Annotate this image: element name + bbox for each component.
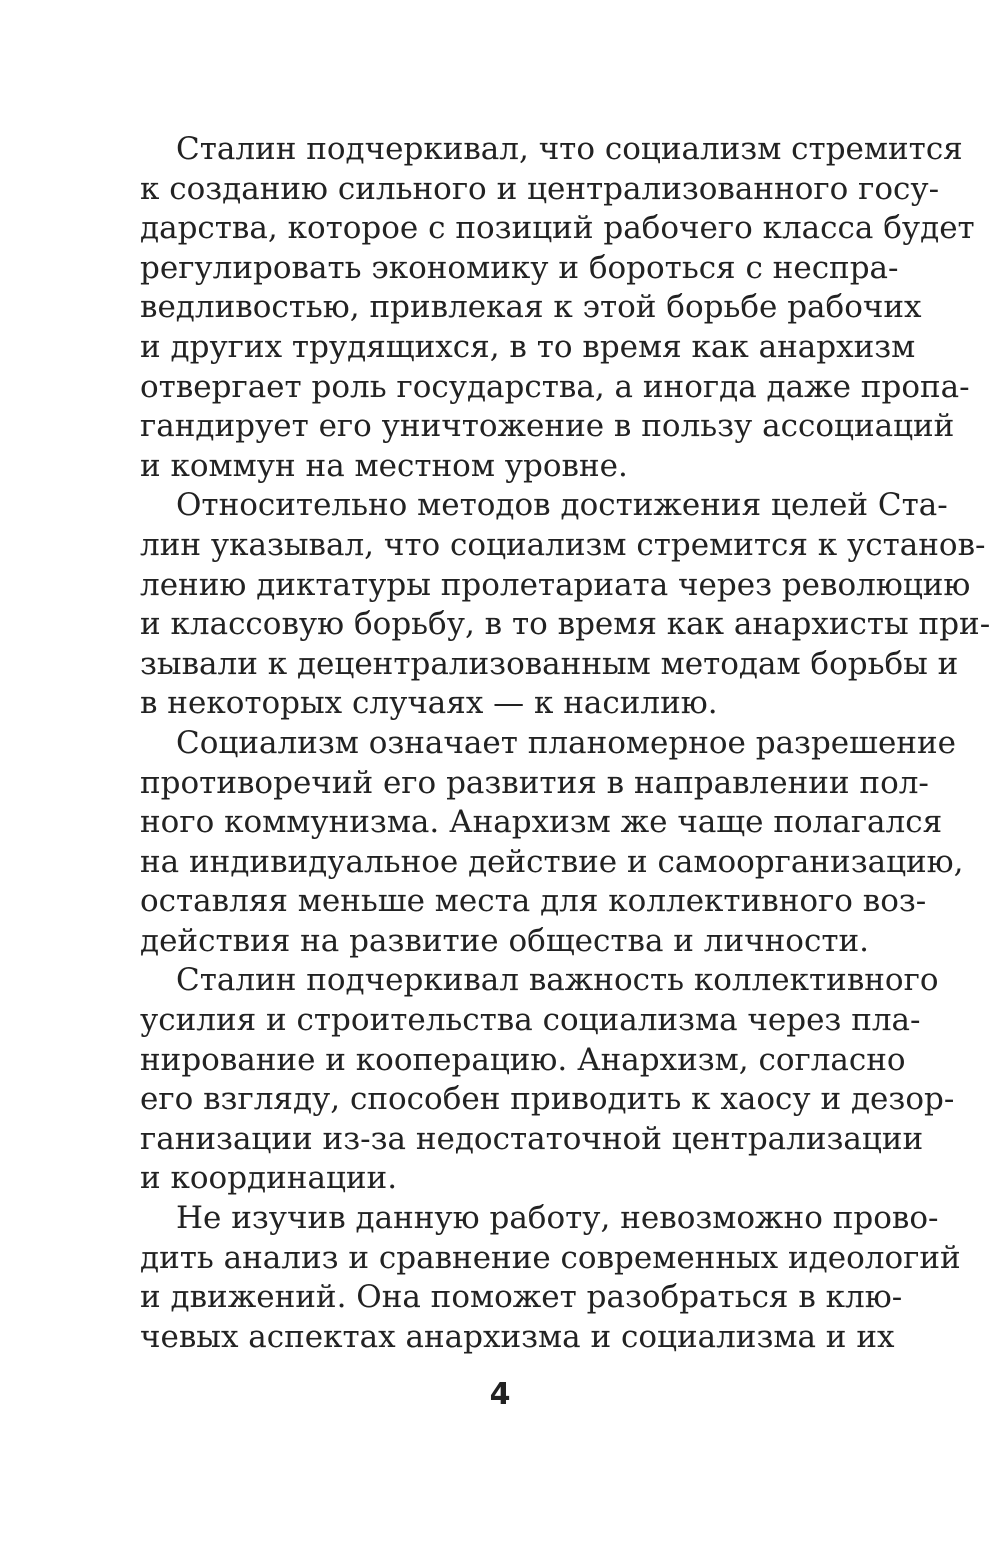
text-line: дарства, которое с позиций рабочего класса будет	[140, 210, 975, 247]
text-line: усилия и строительства социализма через пла-	[140, 1002, 921, 1039]
text-line: лению диктатуры пролетариата через революцию	[140, 566, 971, 603]
text-line: действия на развитие общества и личности.	[140, 922, 869, 959]
text-line: регулировать экономику и бороться с неспра-	[140, 249, 899, 286]
paragraph	[140, 486, 991, 724]
text-line: лин указывал, что социализм стремится к установ-	[140, 526, 986, 563]
text-line: оставляя меньше места для коллективного воз-	[140, 883, 927, 920]
text-line: Сталин подчеркивал важность коллективного	[176, 962, 939, 999]
text-line: гандирует его уничтожение в пользу ассоциаций	[140, 408, 955, 445]
text-line: и движений. Она поможет разобраться в клю-	[140, 1279, 903, 1316]
text-line: к созданию сильного и централизованного госу-	[140, 170, 940, 207]
text-line: отвергает роль государства, а иногда даже пропа-	[140, 368, 970, 405]
paragraph	[140, 961, 955, 1199]
text-line: дить анализ и сравнение современных идеологий	[140, 1239, 961, 1276]
text-line: Социализм означает планомерное разрешение	[176, 724, 956, 761]
body-text	[140, 130, 991, 1357]
text-line: и других трудящихся, в то время как анархизм	[140, 328, 916, 365]
text-line: противоречий его развития в направлении пол-	[140, 764, 929, 801]
text-line: ганизации из-за недостаточной централизации	[140, 1120, 924, 1157]
text-line: и классовую борьбу, в то время как анархисты при-	[140, 606, 991, 643]
paragraph	[140, 724, 964, 962]
text-line: в некоторых случаях — к насилию.	[140, 685, 718, 722]
text-line: чевых аспектах анархизма и социализма и их	[140, 1318, 895, 1355]
text-line: ведливостью, привлекая к этой борьбе рабочих	[140, 289, 922, 326]
text-line: зывали к децентрализованным методам борьбы и	[140, 645, 959, 682]
paragraph	[140, 130, 975, 486]
text-line: и координации.	[140, 1160, 398, 1197]
text-line: его взгляду, способен приводить к хаосу и дезор-	[140, 1081, 955, 1118]
page-number: 4	[489, 1377, 511, 1412]
text-line: Относительно методов достижения целей Ста-	[176, 487, 948, 524]
text-line: Сталин подчеркивал, что социализм стремится	[176, 131, 963, 167]
text-line: Не изучив данную работу, невозможно прово-	[176, 1200, 939, 1237]
text-line: и коммун на местном уровне.	[140, 447, 628, 484]
text-line: нирование и кооперацию. Анархизм, согласно	[140, 1041, 906, 1078]
text-line: на индивидуальное действие и самоорганизацию,	[140, 843, 964, 880]
text-line: ного коммунизма. Анархизм же чаще полагался	[140, 804, 943, 841]
paragraph	[140, 1199, 961, 1357]
